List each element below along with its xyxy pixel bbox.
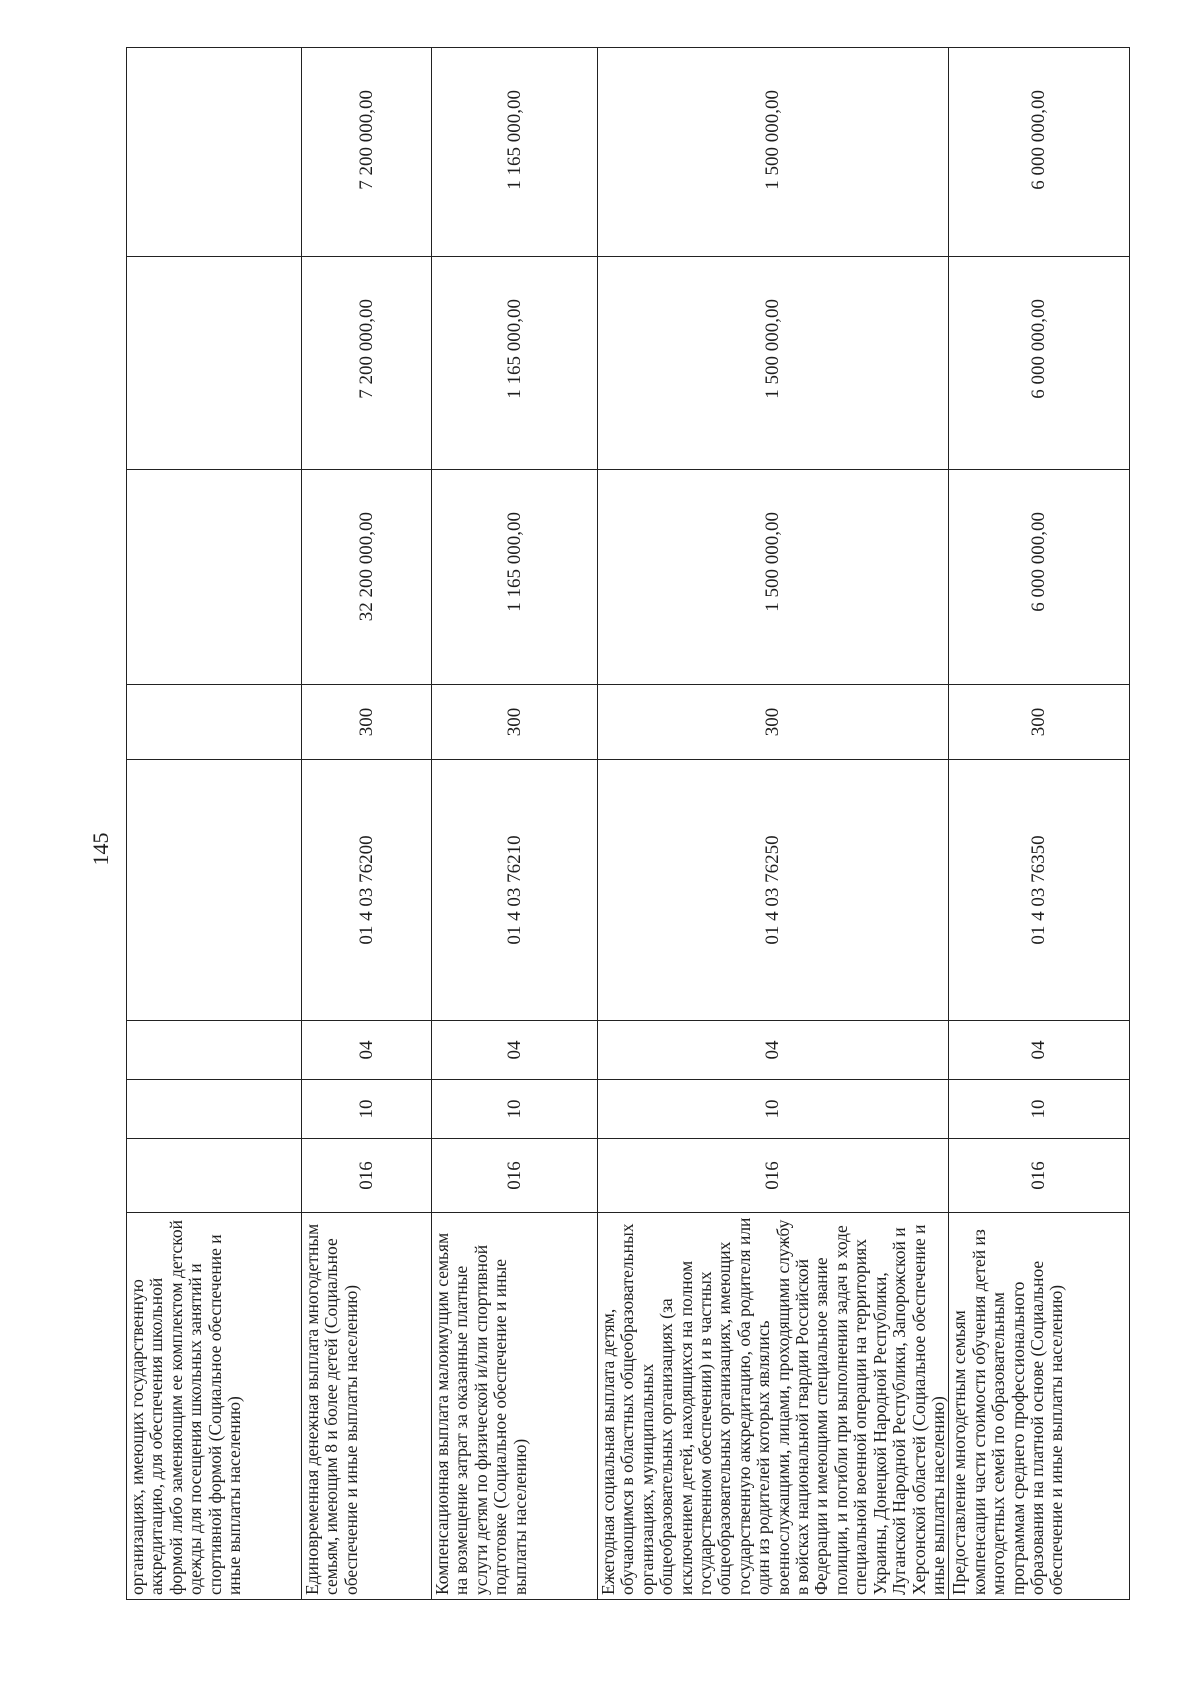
- cell-amount-1: [127, 470, 302, 685]
- cell-description: организациях, имеющих государственную аккредитацию, для обеспечения школьной формой либо заменяющим ее комплектом детской одежды для посещения школьных занятий и спортивной формой (Социальное обеспечение и иные выплаты населению): [127, 1213, 302, 1600]
- cell-amount-2: 1 165 000,00: [432, 257, 598, 470]
- cell-expense-type: [127, 685, 302, 760]
- cell-description: Ежегодная социальная выплата детям, обучающимся в областных общеобразовательных организациях, муниципальных общеобразовательных организациях (за исключением детей, находящихся на полном государственном обеспечении) и в частных общеобразовательных организациях, имеющих государственную аккредитацию, оба родителя или один из родителей которых являлись военнослужащими, лицами, проходящими службу в войсках национальной гвардии Российской Федерации и имеющими специальное звание полиции, и погибли при выполнении задач в ходе специальной военной операции на территориях Украины, Донецкой Народной Республики, Луганской Народной Республики, Запорожской и Херсонской областей (Социальное обеспечение и иные выплаты населению): [598, 1213, 949, 1600]
- cell-amount-2: 6 000 000,00: [949, 257, 1130, 470]
- cell-amount-3: 6 000 000,00: [949, 48, 1130, 257]
- cell-amount-3: [127, 48, 302, 257]
- cell-subsection: 04: [302, 1021, 432, 1080]
- cell-expense-type: 300: [598, 685, 949, 760]
- cell-amount-1: 6 000 000,00: [949, 470, 1130, 685]
- cell-section: 10: [432, 1080, 598, 1139]
- table-body: [127, 48, 1130, 1600]
- budget-table-rotated: [126, 48, 1126, 1600]
- cell-description: Единовременная денежная выплата многодетным семьям, имеющим 8 и более детей (Социальное обеспечение и иные выплаты населению): [302, 1213, 432, 1600]
- cell-ministry: 016: [949, 1139, 1130, 1213]
- cell-target-article: 01 4 03 76200: [302, 760, 432, 1021]
- cell-target-article: [127, 760, 302, 1021]
- cell-ministry: 016: [432, 1139, 598, 1213]
- cell-ministry: 016: [598, 1139, 949, 1213]
- cell-target-article: 01 4 03 76210: [432, 760, 598, 1021]
- cell-description: Предоставление многодетным семьям компенсации части стоимости обучения детей из многодетных семей по образовательным программам среднего профессионального образования на платной основе (Социальное обеспечение и иные выплаты населению): [949, 1213, 1130, 1600]
- cell-amount-2: 1 500 000,00: [598, 257, 949, 470]
- cell-target-article: 01 4 03 76250: [598, 760, 949, 1021]
- cell-amount-1: 1 165 000,00: [432, 470, 598, 685]
- cell-ministry: [127, 1139, 302, 1213]
- cell-amount-2: 7 200 000,00: [302, 257, 432, 470]
- cell-expense-type: 300: [432, 685, 598, 760]
- cell-section: 10: [949, 1080, 1130, 1139]
- cell-section: [127, 1080, 302, 1139]
- table-row: [302, 48, 432, 1600]
- cell-amount-2: [127, 257, 302, 470]
- cell-amount-1: 32 200 000,00: [302, 470, 432, 685]
- table-row: [598, 48, 949, 1600]
- budget-table: [126, 47, 1130, 1600]
- cell-ministry: 016: [302, 1139, 432, 1213]
- cell-amount-3: 1 165 000,00: [432, 48, 598, 257]
- cell-section: 10: [302, 1080, 432, 1139]
- cell-expense-type: 300: [302, 685, 432, 760]
- cell-section: 10: [598, 1080, 949, 1139]
- page-number: 145: [88, 832, 113, 866]
- cell-description: Компенсационная выплата малоимущим семьям на возмещение затрат за оказанные платные услуги детям по физической и/или спортивной подготовке (Социальное обеспечение и иные выплаты населению): [432, 1213, 598, 1600]
- cell-expense-type: 300: [949, 685, 1130, 760]
- cell-amount-3: 1 500 000,00: [598, 48, 949, 257]
- table-row: [127, 48, 302, 1600]
- cell-subsection: 04: [598, 1021, 949, 1080]
- cell-subsection: [127, 1021, 302, 1080]
- cell-target-article: 01 4 03 76350: [949, 760, 1130, 1021]
- cell-subsection: 04: [949, 1021, 1130, 1080]
- table-row: [432, 48, 598, 1600]
- cell-amount-1: 1 500 000,00: [598, 470, 949, 685]
- cell-subsection: 04: [432, 1021, 598, 1080]
- cell-amount-3: 7 200 000,00: [302, 48, 432, 257]
- table-row: [949, 48, 1130, 1600]
